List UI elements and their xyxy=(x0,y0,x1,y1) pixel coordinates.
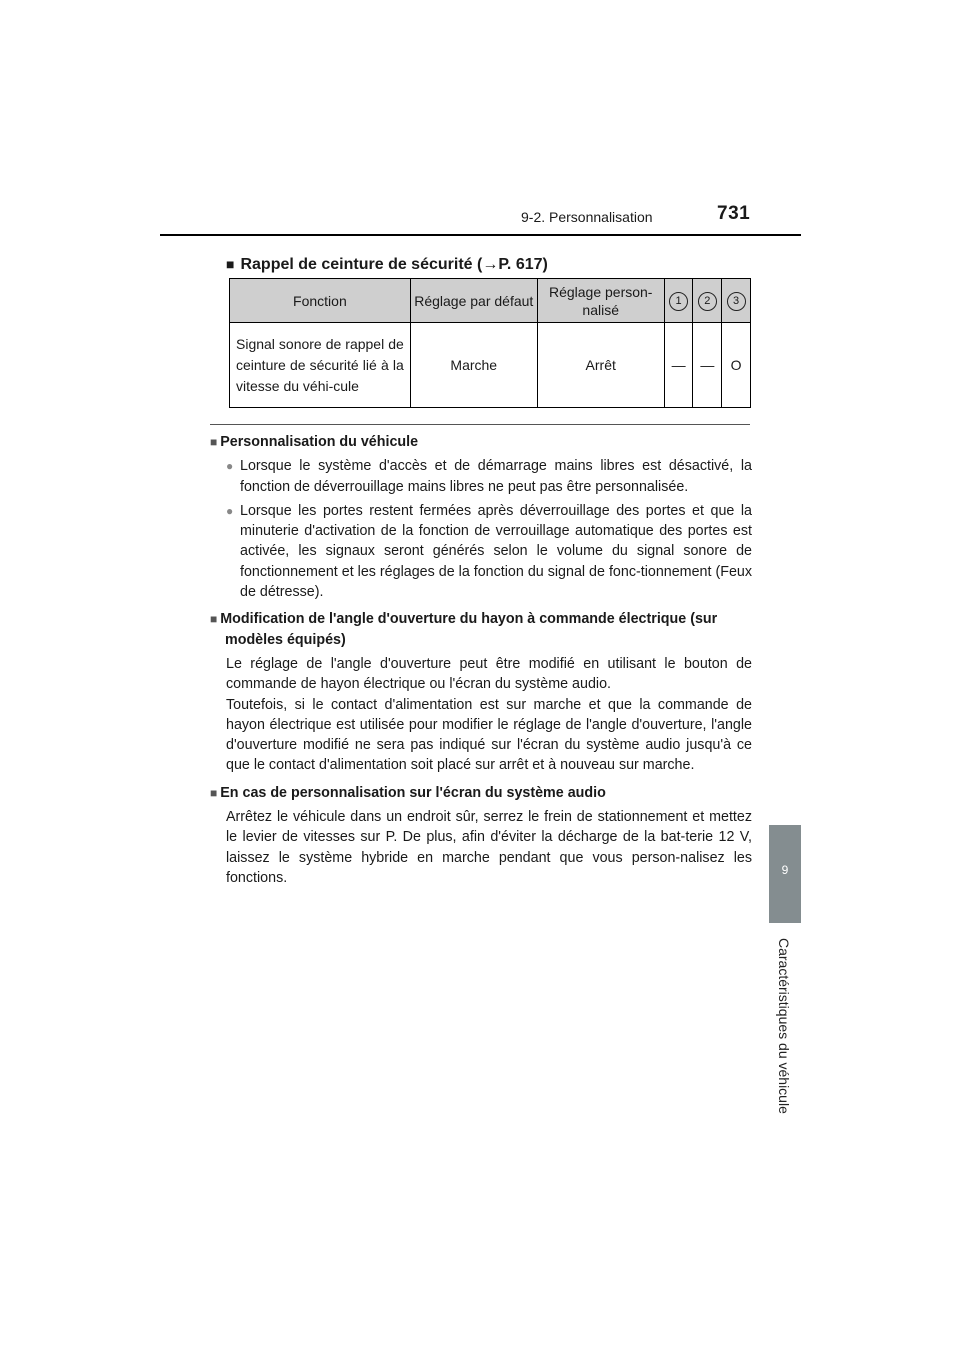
list-item-text: Lorsque le système d'accès et de démarrage mains libres est désactivé, la fonction de déverrouillage mains libres ne peut pas être personnalisée. xyxy=(240,458,752,495)
note-heading xyxy=(210,783,752,803)
header-method-3 xyxy=(722,279,751,323)
circle-bullet-icon: ● xyxy=(226,459,234,474)
list-item xyxy=(210,501,752,602)
circled-number-1-icon: 1 xyxy=(669,292,688,311)
chapter-number: 9 xyxy=(781,863,789,877)
header-function: Fonction xyxy=(230,279,411,323)
paragraph: Arrêtez le véhicule dans un endroit sûr, serrez le frein de stationnement et mettez le levier de vitesses sur P. De plus, afin d'éviter la décharge de la bat-terie 12 V, laissez le système hybride en marche pendant que vous person-nalisez les fonctions. xyxy=(226,809,752,886)
notes-section xyxy=(210,430,752,888)
table-heading-text: Rappel de ceinture de sécurité (→P. 617) xyxy=(240,256,548,273)
circled-number-2-icon: 2 xyxy=(698,292,717,311)
square-bullet-icon: ■ xyxy=(210,435,218,449)
note-heading xyxy=(210,432,752,452)
paragraph: Toutefois, si le contact d'alimentation est sur marche et que la commande de hayon électrique est utilisée pour modifier le réglage de l'angle d'ouverture, l'angle d'ouverture modifié ne sera pas indiqué sur l'écran du système audio jusqu'à ce que le contact d'alimentation soit placé sur arrêt et à nouveau sur marche. xyxy=(226,696,752,774)
circle-bullet-icon: ● xyxy=(226,503,234,518)
note-heading-text: Modification de l'angle d'ouverture du hayon à commande électrique (sur modèles équipés) xyxy=(220,611,718,648)
table-row xyxy=(230,323,751,408)
cell-method-1: — xyxy=(664,323,693,408)
table-header-row xyxy=(230,279,751,323)
cell-method-2: — xyxy=(693,323,722,408)
header-custom: Réglage person-nalisé xyxy=(537,279,664,323)
square-bullet-icon: ■ xyxy=(210,612,218,627)
header-rule xyxy=(160,234,801,236)
cell-default: Marche xyxy=(410,323,537,408)
note-heading-text: En cas de personnalisation sur l'écran du système audio xyxy=(220,784,606,801)
cell-custom: Arrêt xyxy=(537,323,664,408)
note-heading-text: Personnalisation du véhicule xyxy=(220,434,419,450)
header-method-2 xyxy=(693,279,722,323)
chapter-tab xyxy=(769,825,801,923)
header-default: Réglage par défaut xyxy=(410,279,537,323)
table-heading xyxy=(226,256,548,274)
chapter-label: Caractéristiques du véhicule xyxy=(776,938,792,1114)
cell-function: Signal sonore de rappel de ceinture de sécurité lié à la vitesse du véhi-cule xyxy=(230,323,411,408)
note-heading xyxy=(210,609,752,650)
page-number: 731 xyxy=(717,203,751,224)
square-bullet-icon: ■ xyxy=(226,256,235,272)
circled-number-3-icon: 3 xyxy=(727,292,746,311)
list-item-text: Lorsque les portes restent fermées après déverrouillage des portes et que la minuterie d'activation de la fonction de verrouillage automatique des portes est activée, les signaux seront générés selon le volume du signal sonore de fonctionnement et les réglages de la fonction du signal de fonc-tionnement (Feux de détresse). xyxy=(240,502,752,601)
paragraph: Le réglage de l'angle d'ouverture peut être modifié en utilisant le bouton de commande de hayon électrique ou l'écran du système audio. xyxy=(226,655,752,693)
separator-rule xyxy=(210,424,750,425)
cell-method-3: O xyxy=(722,323,751,408)
list-item xyxy=(210,456,752,497)
header-method-1 xyxy=(664,279,693,323)
square-bullet-icon: ■ xyxy=(210,785,218,800)
settings-table xyxy=(229,278,751,408)
section-label: 9-2. Personnalisation xyxy=(521,209,653,225)
